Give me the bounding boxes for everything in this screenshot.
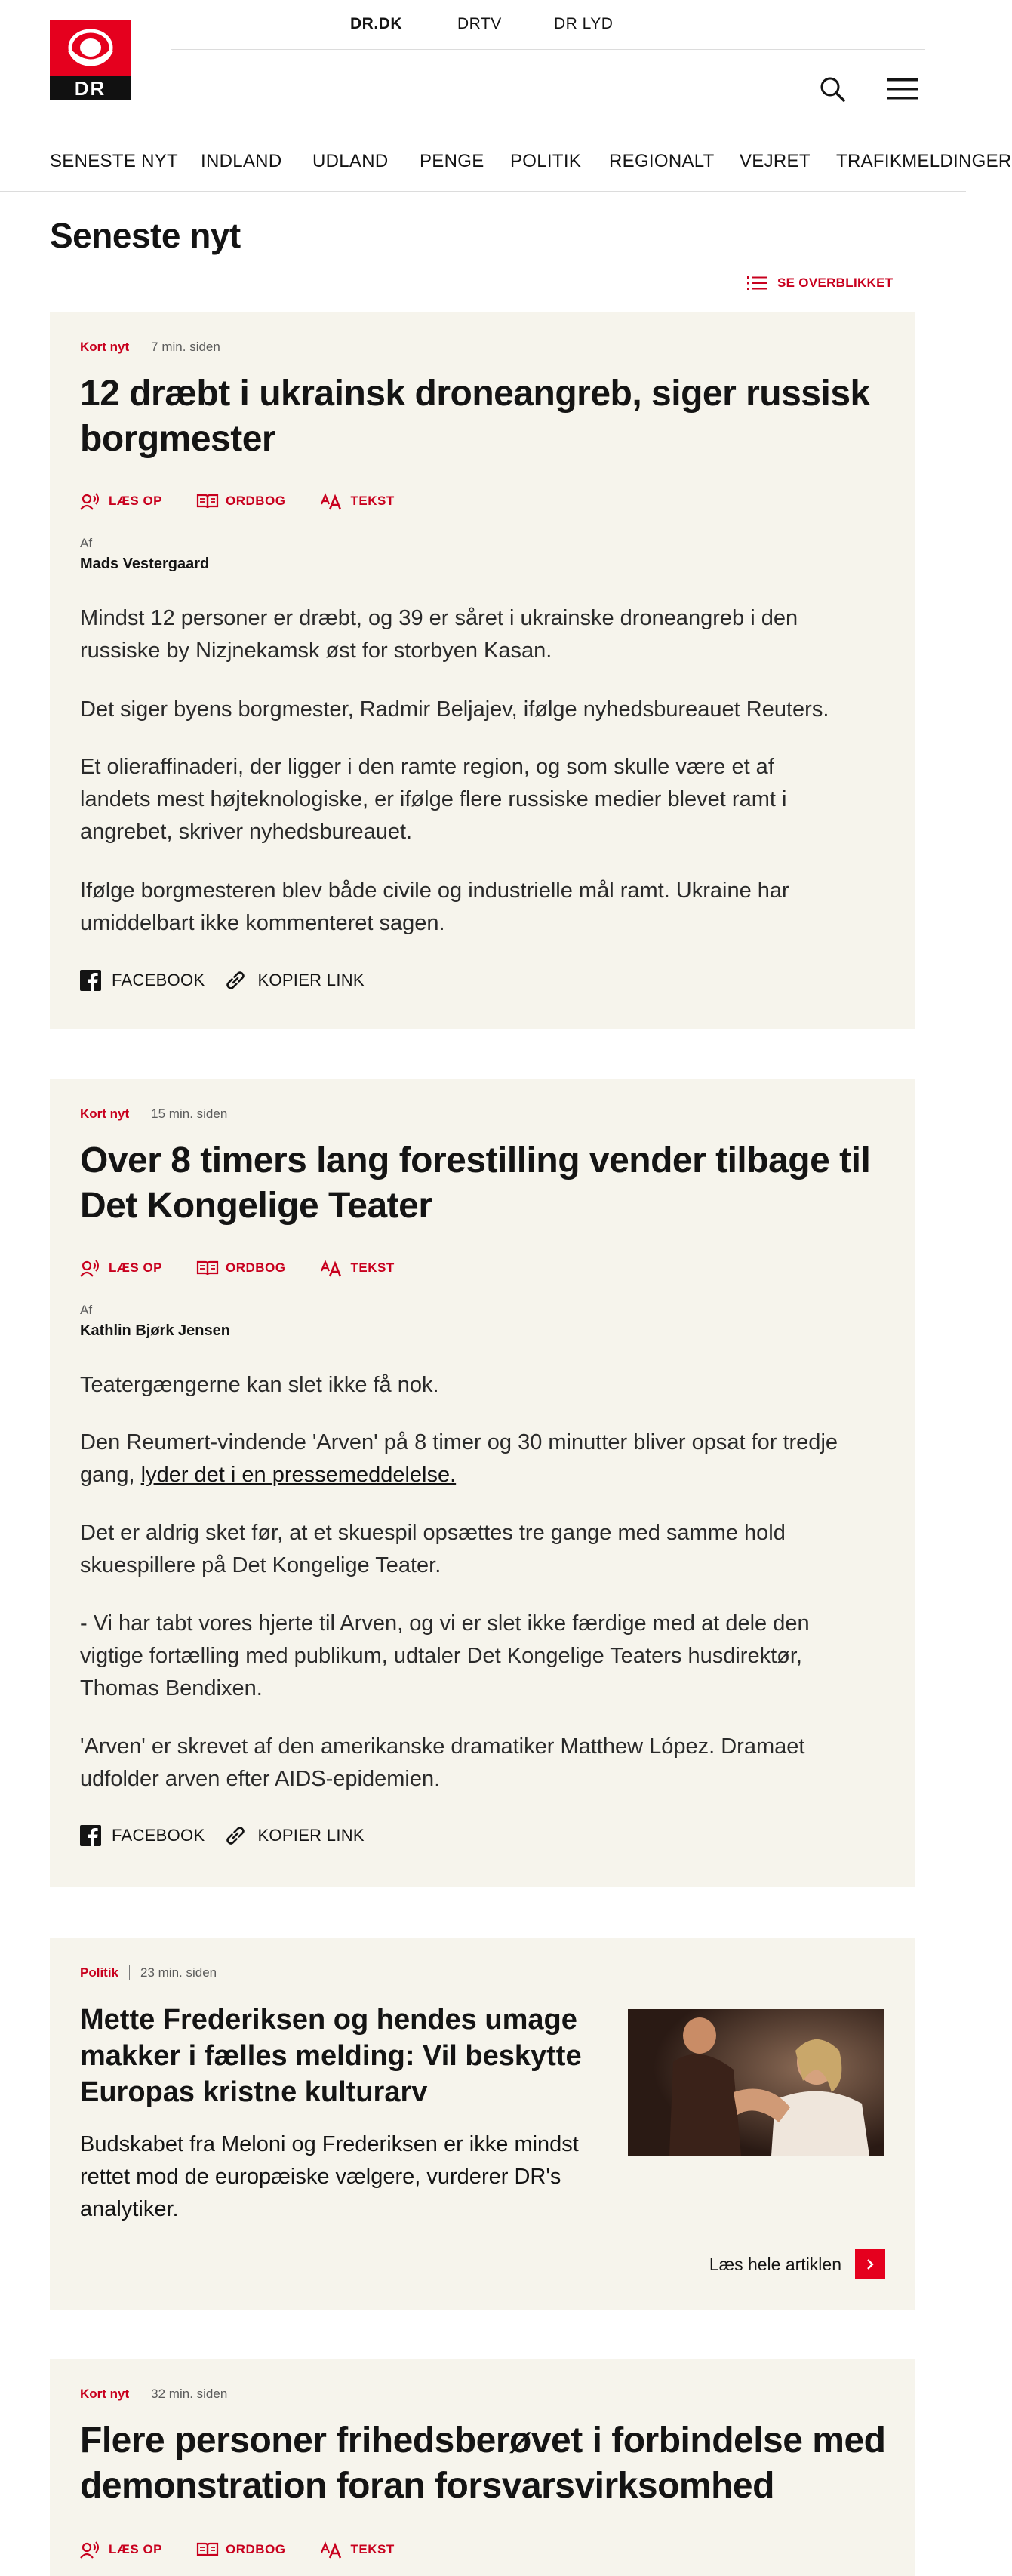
author-name[interactable]: Mads Vestergaard: [80, 556, 210, 572]
brand-link-drlyd[interactable]: DR LYD: [554, 15, 614, 32]
text-size-icon: [321, 2541, 343, 2559]
article-teaser-card[interactable]: [50, 1938, 915, 2310]
nav-item-vejret[interactable]: VEJRET: [740, 151, 811, 171]
dictionary-button[interactable]: [197, 493, 286, 509]
listen-button[interactable]: [80, 1259, 162, 1277]
photo-illustration: [628, 2009, 884, 2156]
facebook-label: FACEBOOK: [112, 1826, 205, 1845]
copy-link-button[interactable]: [224, 1824, 364, 1847]
link-icon: [224, 1824, 247, 1847]
teaser-headline-bold: Mette Frederiksen og hendes umage makker i fælles melding:: [80, 2004, 577, 2072]
article-paragraph: Ifølge borgmesteren blev både civile og industrielle mål ramt. Ukraine har umiddelbart ikke kommenteret sagen.: [80, 879, 789, 935]
listen-label: LÆS OP: [109, 2542, 163, 2556]
overview-label: SE OVERBLIKKET: [777, 275, 894, 290]
listen-button[interactable]: [80, 2541, 162, 2559]
nav-item-trafikmeldinger[interactable]: TRAFIKMELDINGER: [836, 151, 1012, 171]
teaser-summary: Budskabet fra Meloni og Frederiksen er ikke mindst rettet mod de europæiske vælgere, vurderer DR's analytiker.: [80, 2132, 579, 2221]
dictionary-label: ORDBOG: [226, 2542, 286, 2556]
dictionary-label: ORDBOG: [226, 1260, 286, 1275]
article-tools: [80, 1259, 395, 1277]
article-paragraph: [80, 1426, 842, 1491]
page-title: Seneste nyt: [50, 216, 241, 255]
text-size-label: TEKST: [350, 494, 395, 508]
article-paragraph: Det siger byens borgmester, Radmir Beljajev, ifølge nyhedsbureauet Reuters.: [80, 697, 829, 722]
brand-link-drdk[interactable]: DR.DK: [350, 15, 402, 32]
site-header: [0, 0, 966, 131]
section-nav: [0, 131, 1012, 192]
read-more-label: Læs hele artiklen: [709, 2254, 841, 2274]
dictionary-label: ORDBOG: [226, 494, 286, 508]
text-size-button[interactable]: [321, 492, 395, 510]
teaser-headline-rest: Vil beskytte Europas kristne kulturarv: [80, 2040, 582, 2108]
byline-label: Af: [80, 536, 93, 550]
listen-label: LÆS OP: [109, 1260, 163, 1275]
dr-logo[interactable]: [50, 20, 131, 100]
nav-item-regionalt[interactable]: REGIONALT: [609, 151, 715, 171]
article-tools: [80, 492, 395, 510]
brand-links: [171, 0, 925, 50]
article-paragraph: - Vi har tabt vores hjerte til Arven, og vi er slet ikke færdige med at dele den vigtige fortælling med publikum, udtaler Det Kongelige Teaters husdirektør, Thomas Bendixen.: [80, 1611, 810, 1700]
press-release-link[interactable]: lyder det i en pressemeddelelse.: [140, 1463, 457, 1487]
dr-eye-icon: [66, 25, 115, 73]
teaser-headline[interactable]: [80, 2002, 601, 2110]
category-label[interactable]: Kort nyt: [80, 1106, 130, 1121]
nav-item-udland[interactable]: UDLAND: [312, 151, 389, 171]
book-icon: [197, 493, 218, 509]
chevron-right-icon: [855, 2249, 885, 2279]
overview-button[interactable]: [747, 275, 893, 291]
article-meta: [80, 340, 220, 355]
article-paragraph: Teatergængerne kan slet ikke få nok.: [80, 1373, 439, 1397]
copy-link-button[interactable]: [224, 969, 364, 992]
article-meta: [80, 1106, 227, 1122]
article-paragraph: Det er aldrig sket før, at et skuespil opsættes tre gange med samme hold skuespillere på Det Kongelige Teater.: [80, 1521, 786, 1577]
article-headline: 12 dræbt i ukrainsk droneangreb, siger russisk borgmester: [80, 374, 870, 459]
copy-link-label: KOPIER LINK: [257, 971, 365, 989]
news-card: [50, 312, 915, 1029]
article-meta: [80, 1965, 217, 1980]
share-bar: [80, 969, 365, 992]
copy-link-label: KOPIER LINK: [257, 1826, 365, 1845]
brand-link-drtv[interactable]: DRTV: [457, 15, 502, 32]
teaser-image[interactable]: [628, 2009, 884, 2156]
category-label[interactable]: Kort nyt: [80, 2387, 130, 2401]
listen-label: LÆS OP: [109, 494, 163, 508]
facebook-icon: [80, 970, 101, 991]
article-paragraph: 'Arven' er skrevet af den amerikanske dramatiker Matthew López. Dramaet udfolder arven efter AIDS-epidemien.: [80, 1734, 805, 1791]
share-facebook-button[interactable]: [80, 970, 205, 991]
article-paragraph: Mindst 12 personer er dræbt, og 39 er såret i ukrainske droneangreb i den russiske by Nizjnekamsk øst for storbyen Kasan.: [80, 606, 798, 663]
text-size-label: TEKST: [350, 1260, 395, 1275]
news-card: [50, 1079, 915, 1887]
dictionary-button[interactable]: [197, 1260, 286, 1276]
timestamp: 7 min. siden: [151, 340, 220, 354]
nav-item-seneste-nyt[interactable]: SENESTE NYT: [50, 151, 178, 171]
menu-button[interactable]: [887, 75, 918, 103]
facebook-icon: [80, 1825, 101, 1846]
meta-divider: [129, 1965, 130, 1980]
share-bar: [80, 1824, 365, 1847]
news-card: [50, 2359, 915, 2576]
article-meta: [80, 2387, 227, 2402]
timestamp: 15 min. siden: [151, 1106, 228, 1121]
paragraph-text: Den Reumert-vindende 'Arven' på 8 timer og 30 minutter bliver opsat for tredje gang,: [80, 1430, 838, 1487]
author-name[interactable]: Kathlin Bjørk Jensen: [80, 1322, 230, 1339]
speaker-person-icon: [80, 1259, 101, 1277]
book-icon: [197, 1260, 218, 1276]
text-size-button[interactable]: [321, 2541, 395, 2559]
link-icon: [224, 969, 247, 992]
byline-label: Af: [80, 1303, 93, 1317]
article-tools: [80, 2541, 395, 2559]
text-size-label: TEKST: [350, 2542, 395, 2556]
listen-button[interactable]: [80, 492, 162, 510]
text-size-icon: [321, 492, 343, 510]
book-icon: [197, 2541, 218, 2558]
speaker-person-icon: [80, 492, 101, 510]
nav-item-penge[interactable]: PENGE: [420, 151, 484, 171]
facebook-label: FACEBOOK: [112, 971, 205, 989]
read-more-link[interactable]: [709, 2249, 885, 2279]
share-facebook-button[interactable]: [80, 1825, 205, 1846]
text-size-button[interactable]: [321, 1259, 395, 1277]
search-button[interactable]: [817, 74, 847, 104]
timestamp: 32 min. siden: [151, 2387, 228, 2401]
list-icon: [747, 275, 767, 291]
article-headline: Flere personer frihedsberøvet i forbindelse med demonstration foran forsvarsvirksomhed: [80, 2421, 886, 2506]
dictionary-button[interactable]: [197, 2541, 286, 2558]
speaker-person-icon: [80, 2541, 101, 2559]
text-size-icon: [321, 1259, 343, 1277]
nav-item-politik[interactable]: POLITIK: [510, 151, 582, 171]
hamburger-menu-icon: [887, 75, 918, 103]
article-headline: Over 8 timers lang forestilling vender tilbage til Det Kongelige Teater: [80, 1140, 871, 1226]
logo-text: DR: [50, 76, 131, 100]
timestamp: 23 min. siden: [140, 1965, 217, 1980]
search-icon: [817, 74, 847, 104]
nav-item-indland[interactable]: INDLAND: [201, 151, 282, 171]
category-label[interactable]: Kort nyt: [80, 340, 130, 354]
article-paragraph: Et olieraffinaderi, der ligger i den ramte region, og som skulle være et af landets mest højteknologiske, er ifølge flere russiske medier blevet ramt i angrebet, skriver nyhedsbureauet.: [80, 755, 787, 844]
category-label[interactable]: Politik: [80, 1965, 119, 1980]
